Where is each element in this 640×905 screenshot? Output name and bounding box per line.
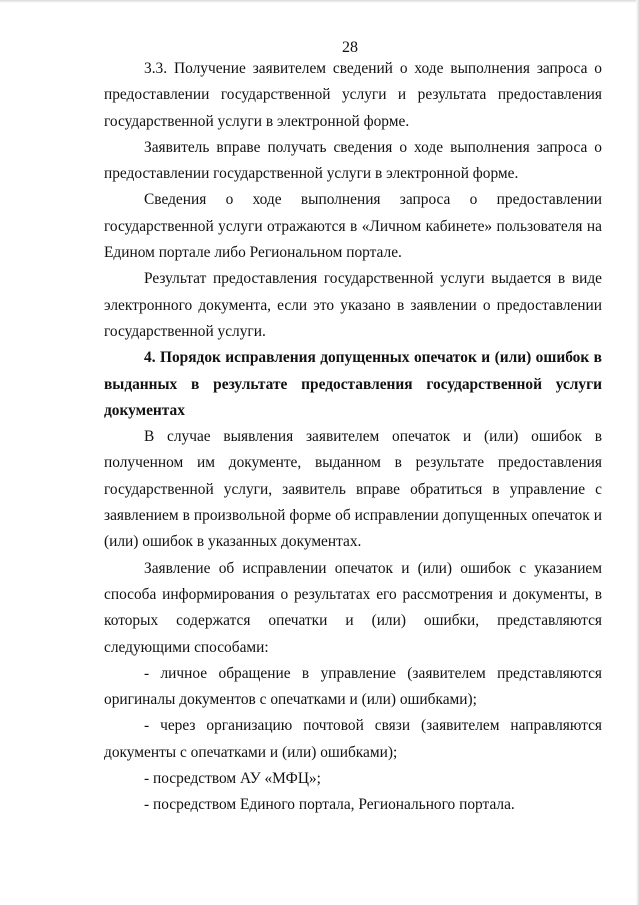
paragraph-3-3-heading: 3.3. Получение заявителем сведений о ходе выполнения запроса о предоставлении государственной услуги и результата предоставления государственной услуги в электронной форме. [104, 60, 602, 130]
page-number: 28 [342, 39, 358, 56]
paragraph-right-to-info: Заявитель вправе получать сведения о ходе выполнения запроса о предоставлении государственной услуги в электронной форме. [104, 138, 602, 183]
paragraph-status-info: Сведения о ходе выполнения запроса о предоставлении государственной услуги отражаются в «Личном кабинете» пользователя на Едином портале либо Региональном портале. [104, 191, 602, 262]
scan-edge-top [0, 0, 640, 3]
paragraph-result-delivery: Результат предоставления государственной услуги выдается в виде электронного документа, если это указано в заявлении о предоставлении государственной услуги. [104, 270, 602, 340]
document-body [104, 56, 602, 819]
list-item-personal-visit: - личное обращение в управление (заявителем представляются оригиналы документов с опечатками и (или) ошибками); [104, 664, 602, 709]
paragraph-submission-methods: Заявление об исправлении опечаток и (или) ошибок с указанием способа информирования о результатах его рассмотрения и документы, в которых содержатся опечатки и (или) ошибки, представляются следующими способами: [104, 559, 602, 656]
paragraph-error-detection: В случае выявления заявителем опечаток и (или) ошибок в полученном им документе, выданном в результате предоставления государственной услуги, заявитель вправе обратиться в управление с заявлением в произвольной форме об исправлении допущенных опечаток и (или) ошибок в указанных документах. [104, 428, 602, 551]
list-item-postal: - через организацию почтовой связи (заявителем направляются документы с опечатками и (или) ошибками); [104, 717, 602, 761]
scan-edge-right [636, 0, 640, 905]
list-item-mfc: - посредством АУ «МФЦ»; [144, 770, 321, 788]
section-4-heading: 4. Порядок исправления допущенных опечаток и (или) ошибок в выданных в результате предоставления государственной услуги документах [104, 349, 602, 419]
list-item-portal: - посредством Единого портала, Регионального портала. [144, 796, 515, 814]
